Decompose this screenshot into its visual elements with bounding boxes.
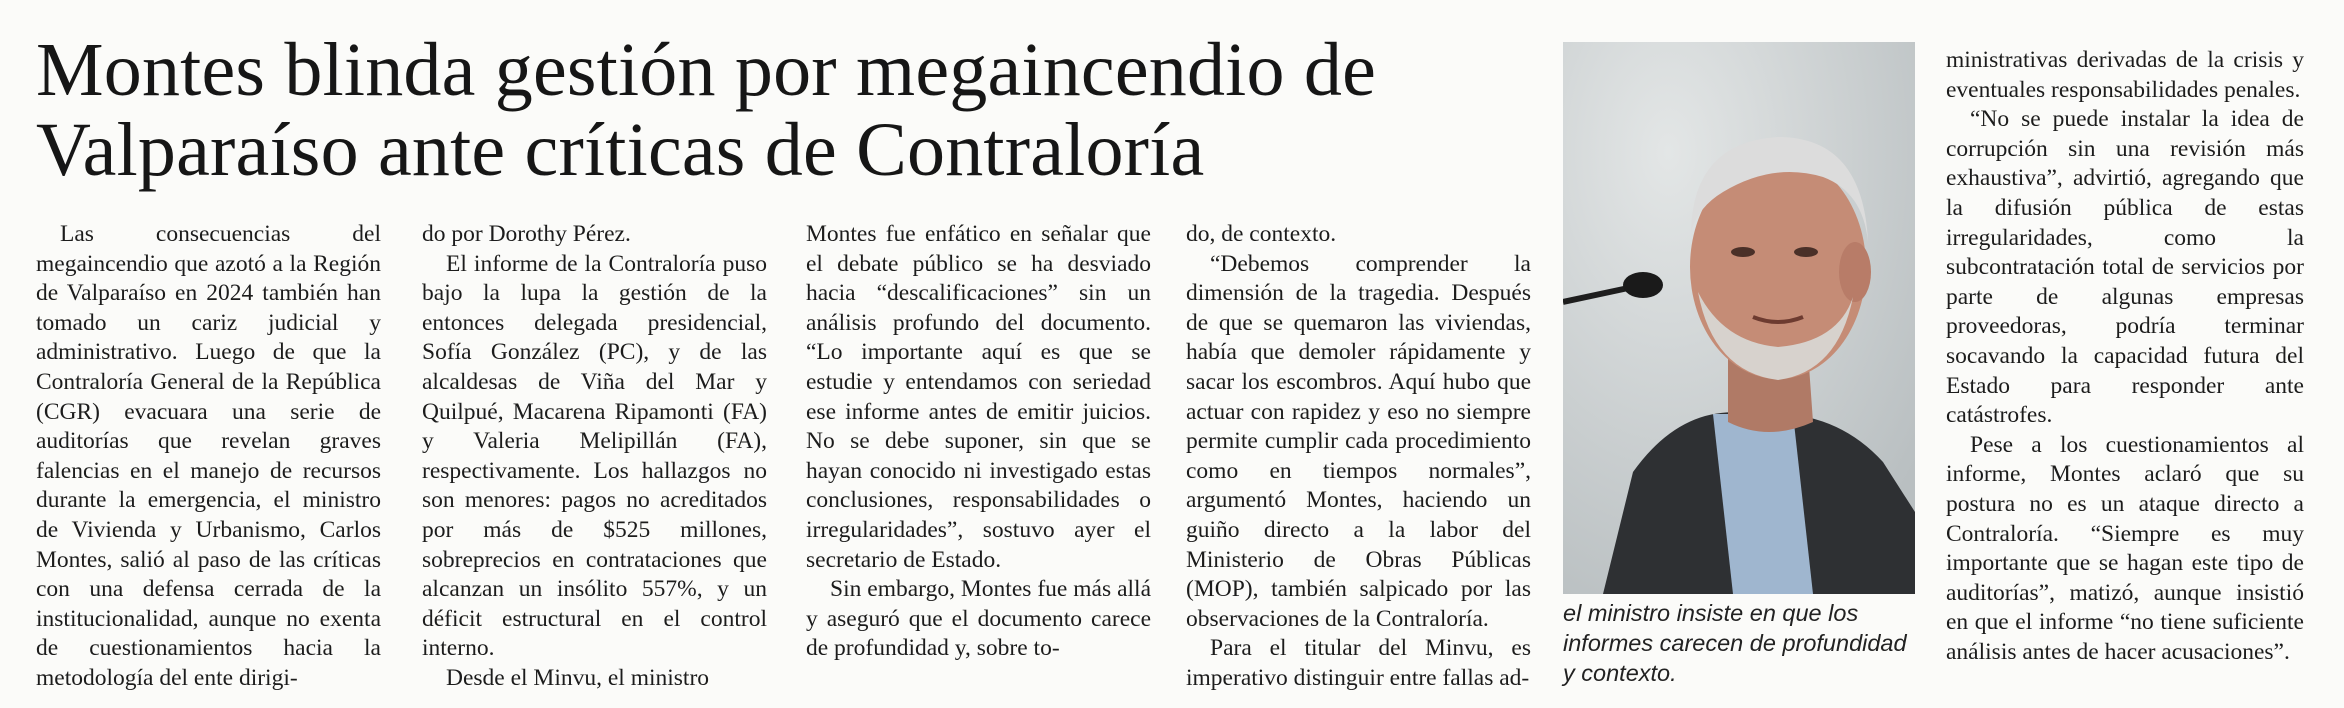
paragraph: ministrativas derivadas de la crisis y eventuales responsabilidades penales. [1946,47,2304,103]
paragraph: “No se puede instalar la idea de corrupción sin una revisión más exhaustiva”, advirtió, agregando que la difusión pública de estas irregularidades, como la subcontratación total de servicios por parte de algunas empresas proveedoras, podría terminar socavando la capacidad futura del Estado para responder ante catástrofes. [1946,106,2304,429]
headline-line-2: Valparaíso ante críticas de Contraloría [36,108,1205,192]
paragraph: “Debemos comprender la dimensión de la tragedia. Después de que se quemaron las viviendas, había que demoler rápidamente y sacar los escombros. Aquí hubo que actuar con rapidez y eso no siempre permite cumplir cada procedimiento como en tiempos normales”, argumentó Montes, haciendo un guiño directo a la labor del Ministerio de Obras Públicas (MOP), también salpicado por las observaciones de la Contraloría. [1186,250,1531,632]
paragraph: El informe de la Contraloría puso bajo la lupa la gestión de la entonces delegada presidencial, Sofía González (PC), y de las alcaldesas de Viña del Mar y Quilpué, Macarena Ripamonti (FA) y Valeria Melipillán (FA), respectivamente. Los hallazgos no son menores: pagos no acreditados por más de $525 millones, sobreprecios en contrataciones que alcanzan un insólito 557%, y un déficit estructural en el control interno. [422,250,767,662]
column-5 [1946,46,2304,667]
column-2 [422,220,767,694]
minister-portrait-image [1563,42,1915,594]
paragraph: Pese a los cuestionamientos al informe, Montes aclaró que su postura no es un ataque directo a Contraloría. “Siempre es muy importante que se hagan este tipo de auditorías”, matizó, aunque insistió en que el informe “no tiene suficiente análisis antes de hacer acusaciones”. [1946,431,2304,665]
column-4 [1186,220,1531,694]
minister-photo [1563,42,1915,594]
headline [36,30,1536,190]
paragraph: Para el titular del Minvu, es imperativo distinguir entre fallas ad- [1186,635,1531,691]
paragraph: Las consecuencias del megaincendio que azotó a la Región de Valparaíso en 2024 también han tomado un cariz judicial y administrativo. Luego de que la Contraloría General de la República (CGR) evacuara una serie de auditorías que revelan graves falencias en el manejo de recursos durante la emergencia, el ministro de Vivienda y Urbanismo, Carlos Montes, salió al paso de las críticas con una defensa cerrada de la institucionalidad, aunque no exenta de cuestionamientos hacia la metodología del ente dirigi- [36,221,381,691]
headline-line-1: Montes blinda gestión por megaincendio de [36,28,1377,112]
paragraph: do, de contexto. [1186,221,1337,247]
column-3 [806,220,1151,664]
paragraph: do por Dorothy Pérez. [422,221,631,247]
column-1 [36,220,381,694]
paragraph: Montes fue enfático en señalar que el debate público se ha desviado hacia “descalificaciones” sin un análisis profundo del documento. “Lo importante aquí es que se estudie y entendamos con seriedad ese informe antes de emitir juicios. No se debe suponer, sin que se hayan conocido ni investigado estas conclusiones, responsabilidades o irregularidades”, sostuvo ayer el secretario de Estado. [806,221,1151,573]
paragraph: Sin embargo, Montes fue más allá y aseguró que el documento carece de profundidad y, sobre to- [806,576,1151,662]
photo-caption: el ministro insiste en que los informes carecen de profundidad y contexto. [1563,600,1907,686]
paragraph: Desde el Minvu, el ministro [446,664,710,691]
